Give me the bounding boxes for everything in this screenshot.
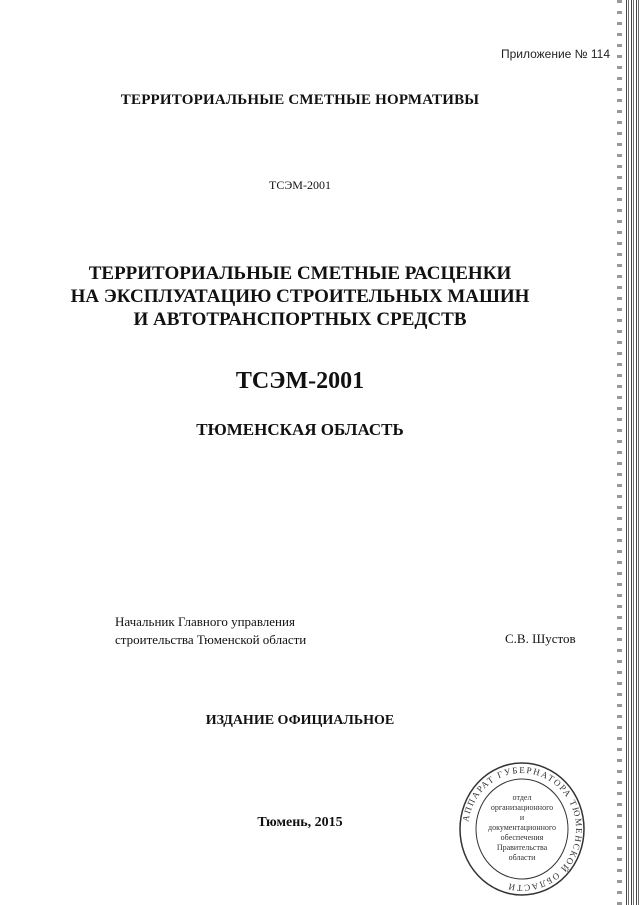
stamp-line: организационного [490, 803, 554, 812]
edition-label: ИЗДАНИЕ ОФИЦИАЛЬНОЕ [205, 713, 395, 728]
signer-position [115, 613, 306, 649]
signer-position-line-2: строительства Тюменской области [115, 632, 307, 647]
appendix-label: Приложение № 114 [500, 47, 610, 61]
scan-edge-artifact [626, 0, 640, 905]
norms-heading: ТЕРРИТОРИАЛЬНЫЕ СМЕТНЫЕ НОРМАТИВЫ [120, 92, 480, 108]
region-title: ТЮМЕНСКАЯ ОБЛАСТЬ [196, 420, 404, 439]
title-line-1: ТЕРРИТОРИАЛЬНЫЕ СМЕТНЫЕ РАСЦЕНКИ [88, 263, 512, 284]
official-stamp-icon [458, 760, 586, 898]
stamp-line: документационного [488, 823, 556, 832]
stamp-line: обеспечения [500, 833, 544, 842]
stamp-line: и [519, 813, 525, 822]
title-line-2: НА ЭКСПЛУАТАЦИЮ СТРОИТЕЛЬНЫХ МАШИН [70, 286, 530, 307]
city-year: Тюмень, 2015 [257, 815, 343, 830]
title-line-3: И АВТОТРАНСПОРТНЫХ СРЕДСТВ [133, 309, 467, 330]
stamp-ring-text: АППАРАТ ГУБЕРНАТОРА ТЮМЕНСКОЙ ОБЛАСТИ [460, 764, 585, 894]
signer-name: С.В. Шустов [505, 631, 576, 646]
code-small: ТСЭМ-2001 [269, 178, 331, 192]
stamp-line: Правительства [496, 843, 548, 852]
signer-position-line-1: Начальник Главного управления [115, 614, 295, 629]
code-big: ТСЭМ-2001 [235, 368, 365, 394]
document-title [0, 262, 600, 331]
stamp-line: отдел [512, 793, 532, 802]
scan-edge-artifact-2 [617, 0, 622, 905]
stamp-line: области [508, 853, 536, 862]
